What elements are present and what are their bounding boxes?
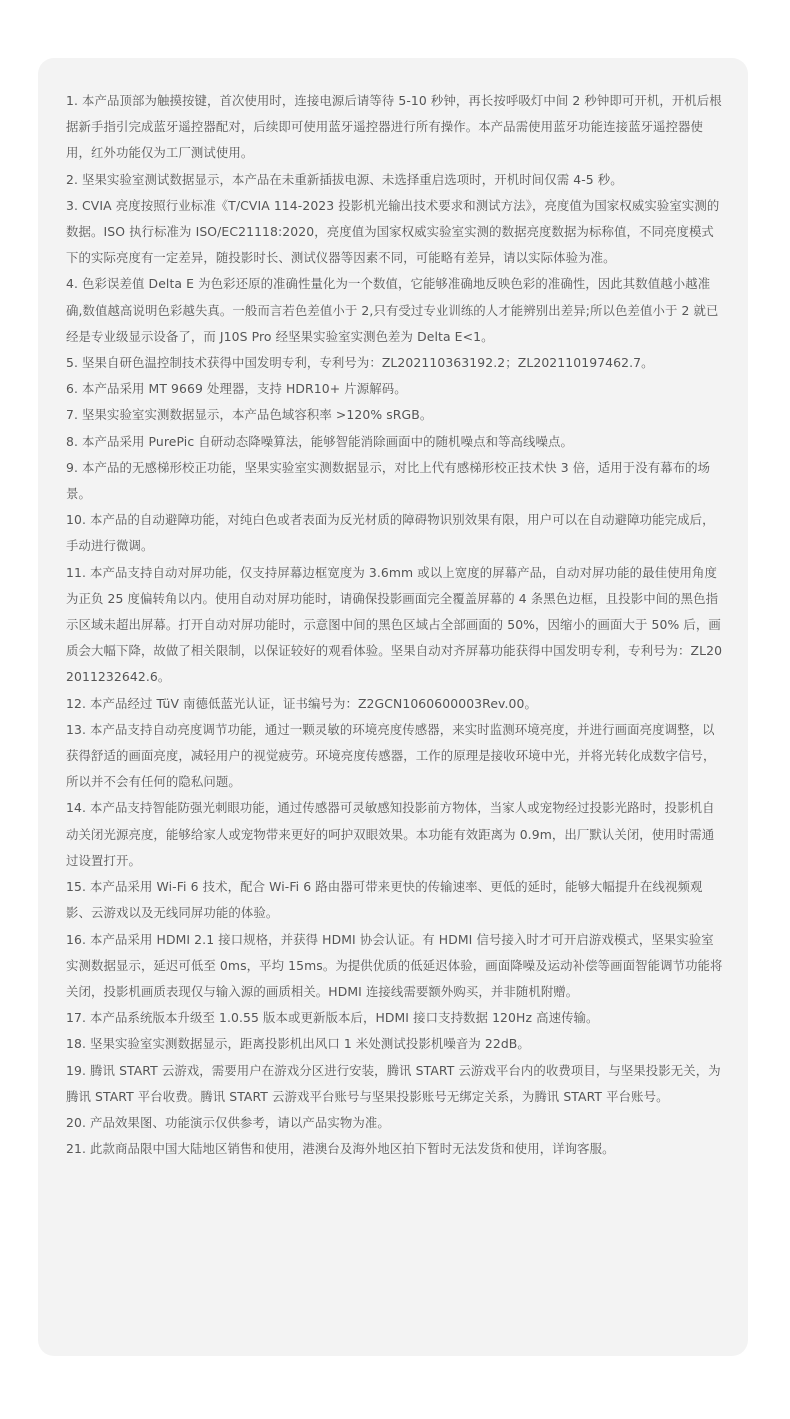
note-15: 15. 本产品采用 Wi-Fi 6 技术，配合 Wi-Fi 6 路由器可带来更快的传输速率、更低的延时，能够大幅提升在线视频观影、云游戏以及无线同屏功能的体验。 [66, 879, 703, 921]
note-12: 12. 本产品经过 TüV 南德低蓝光认证，证书编号为：Z2GCN1060600003Rev.00。 [66, 695, 538, 711]
note-6: 6. 本产品采用 MT 9669 处理器，支持 HDR10+ 片源解码。 [66, 381, 407, 397]
note-3: 3. CVIA 亮度按照行业标准《T/CVIA 114-2023 投影机光输出技术要求和测试方法》，亮度值为国家权威实验室实测的数据。ISO 执行标准为 ISO/EC21118:2020，亮度值为国家权威实验室实测的数据亮度数据为标称值，不同亮度模式下的实际亮度有一定差异，随投影时长、测试仪器等因素不同，可能略有差异，请以实际体验为准。 [66, 197, 720, 266]
note-18: 18. 坚果实验室实测数据显示，距离投影机出风口 1 米处测试投影机噪音为 22dB。 [66, 1036, 530, 1052]
note-19: 19. 腾讯 START 云游戏，需要用户在游戏分区进行安装，腾讯 START 云游戏平台内的收费项目，与坚果投影无关，为腾讯 START 平台收费。腾讯 START 云游戏平台账号与坚果投影账号无绑定关系，为腾讯 START 平台账号。 [66, 1062, 721, 1104]
note-4: 4. 色彩误差值 Delta E 为色彩还原的准确性量化为一个数值，它能够准确地反映色彩的准确性，因此其数值越小越准确,数值越高说明色彩越失真。一般而言若色差值小于 2,只有受过专业训练的人才能辨别出差异;所以色差值小于 2 就已经是专业级显示设备了，而 J10S Pro 经坚果实验室实测色差为 Delta E<1。 [66, 276, 719, 344]
disclaimer-card [38, 58, 748, 1356]
note-21: 21. 此款商品限中国大陆地区销售和使用，港澳台及海外地区拍下暂时无法发货和使用，详询客服。 [66, 1141, 615, 1157]
note-2: 2. 坚果实验室测试数据显示，本产品在未重新插拔电源、未选择重启选项时，开机时间仅需 4-5 秒。 [66, 171, 623, 187]
note-13: 13. 本产品支持自动亮度调节功能，通过一颗灵敏的环境亮度传感器，来实时监测环境亮度，并进行画面亮度调整，以获得舒适的画面亮度，减轻用户的视觉疲劳。环境亮度传感器，工作的原理是接收环境中光，并将光转化成数字信号，所以并不会有任何的隐私问题。 [66, 721, 716, 790]
note-20: 20. 产品效果图、功能演示仅供参考，请以产品实物为准。 [66, 1114, 390, 1130]
note-7: 7. 坚果实验室实测数据显示，本产品色域容积率 >120% sRGB。 [66, 407, 433, 423]
note-8: 8. 本产品采用 PurePic 自研动态降噪算法，能够智能消除画面中的随机噪点和等高线噪点。 [66, 433, 574, 449]
note-14: 14. 本产品支持智能防强光刺眼功能，通过传感器可灵敏感知投影前方物体，当家人或宠物经过投影光路时，投影机自动关闭光源亮度，能够给家人或宠物带来更好的呵护双眼效果。本功能有效距离为 0.9m，出厂默认关闭，使用时需通过设置打开。 [66, 800, 715, 868]
disclaimer-list [66, 88, 724, 1162]
note-17: 17. 本产品系统版本升级至 1.0.55 版本或更新版本后，HDMI 接口支持数据 120Hz 高速传输。 [66, 1010, 599, 1026]
note-10: 10. 本产品的自动避障功能，对纯白色或者表面为反光材质的障碍物识别效果有限，用户可以在自动避障功能完成后，手动进行微调。 [66, 512, 715, 554]
note-1: 1. 本产品顶部为触摸按键，首次使用时，连接电源后请等待 5-10 秒钟，再长按呼吸灯中间 2 秒钟即可开机，开机后根据新手指引完成蓝牙遥控器配对，后续即可使用蓝牙遥控器进行所有操作。本产品需使用蓝牙功能连接蓝牙遥控器使用，红外功能仅为工厂测试使用。 [66, 93, 722, 161]
note-16: 16. 本产品采用 HDMI 2.1 接口规格，并获得 HDMI 协会认证。有 HDMI 信号接入时才可开启游戏模式，坚果实验室实测数据显示，延迟可低至 0ms，平均 15ms。为提供优质的低延迟体验，画面降噪及运动补偿等画面智能调节功能将关闭，投影机画质表现仅与输入源的画质相关。HDMI 连接线需要额外购买，并非随机附赠。 [66, 931, 723, 999]
note-5: 5. 坚果自研色温控制技术获得中国发明专利，专利号为：ZL202110363192.2；ZL202110197462.7。 [66, 355, 654, 371]
note-11: 11. 本产品支持自动对屏功能，仅支持屏幕边框宽度为 3.6mm 或以上宽度的屏幕产品，自动对屏功能的最佳使用角度为正负 25 度偏转角以内。使用自动对屏功能时，请确保投影画面完全覆盖屏幕的 4 条黑色边框，且投影中间的黑色指示区域未超出屏幕。打开自动对屏功能时，示意图中间的黑色区域占全部画面的 50%，因缩小的画面大于 50% 后，画质会大幅下降，故做了相关限制，以保证较好的观看体验。坚果自动对齐屏幕功能获得中国发明专利，专利号为：ZL202011232642.6。 [66, 564, 723, 685]
note-9: 9. 本产品的无感梯形校正功能，坚果实验室实测数据显示，对比上代有感梯形校正技术快 3 倍，适用于没有幕布的场景。 [66, 459, 711, 502]
